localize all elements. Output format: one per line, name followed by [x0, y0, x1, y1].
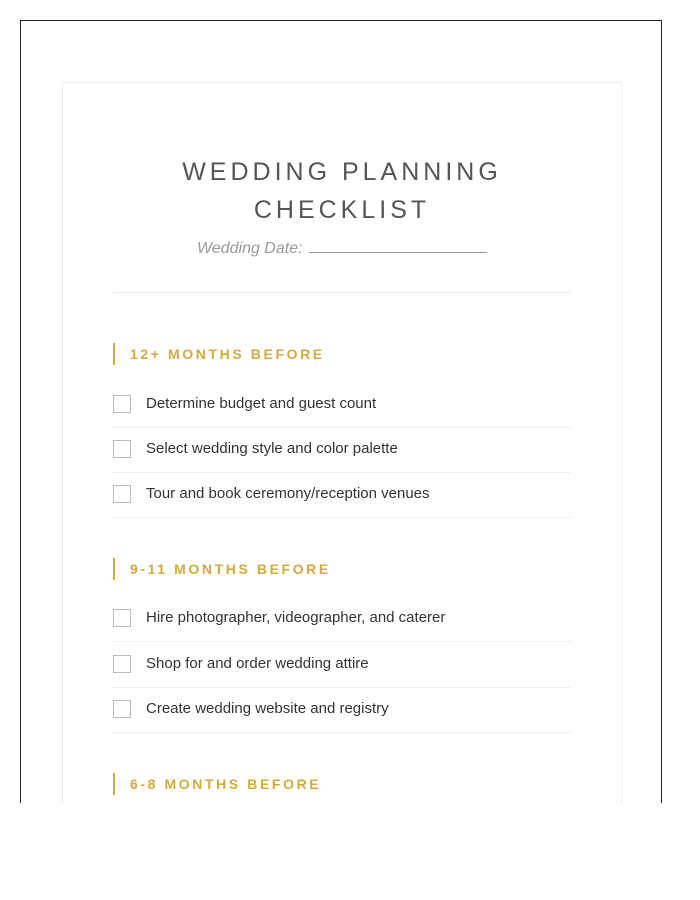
task-checkbox[interactable]: [113, 485, 131, 503]
task-row[interactable]: [113, 473, 571, 518]
task-label: Hire photographer, videographer, and caterer: [146, 609, 446, 626]
task-checkbox[interactable]: [113, 700, 131, 718]
wedding-date-field: [63, 238, 621, 258]
task-checkbox[interactable]: [113, 609, 131, 627]
task-row[interactable]: [113, 643, 571, 688]
task-row[interactable]: [113, 428, 571, 473]
task-checkbox[interactable]: [113, 440, 131, 458]
page-title: [63, 153, 621, 229]
section-heading-9-11-months: 9-11 MONTHS BEFORE: [113, 558, 331, 580]
task-checkbox[interactable]: [113, 655, 131, 673]
wedding-date-blank-line[interactable]: [309, 238, 487, 253]
task-label: Shop for and order wedding attire: [146, 655, 369, 672]
section-heading-6-8-months: 6-8 MONTHS BEFORE: [113, 773, 321, 795]
task-label: Tour and book ceremony/reception venues: [146, 485, 430, 502]
section-heading-12-months: 12+ MONTHS BEFORE: [113, 343, 325, 365]
task-label: Create wedding website and registry: [146, 700, 389, 717]
task-checkbox[interactable]: [113, 395, 131, 413]
task-label: Select wedding style and color palette: [146, 440, 398, 457]
title-line-2: CHECKLIST: [253, 196, 431, 224]
task-label: Determine budget and guest count: [146, 395, 377, 412]
page-frame: [20, 20, 662, 803]
title-divider: [113, 292, 571, 293]
task-row[interactable]: [113, 688, 571, 733]
title-line-1: WEDDING PLANNING: [182, 158, 502, 186]
task-row[interactable]: [113, 597, 571, 642]
task-row[interactable]: [113, 383, 571, 428]
checklist-card: [62, 82, 622, 803]
wedding-date-label: Wedding Date:: [197, 240, 303, 257]
